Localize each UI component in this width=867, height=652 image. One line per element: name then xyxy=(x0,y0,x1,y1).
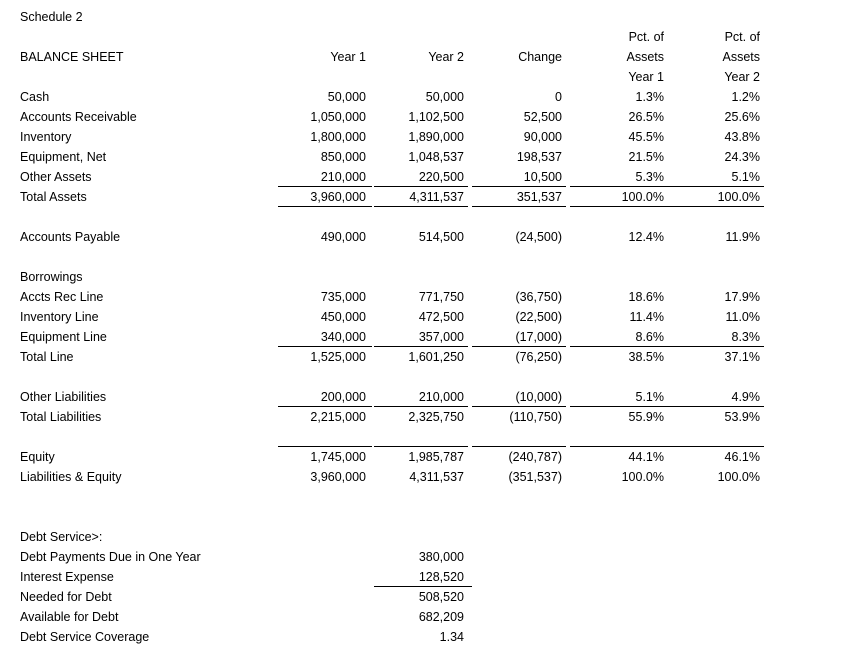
debt-service-label: Debt Service Coverage xyxy=(20,630,150,644)
debt-service-rule xyxy=(374,586,472,587)
cell-y1: 50,000 xyxy=(327,90,366,104)
cell-y2: 1,601,250 xyxy=(408,350,464,364)
row-label: Equipment Line xyxy=(20,330,107,344)
cell-p2: 4.9% xyxy=(731,390,760,404)
total-rule xyxy=(278,186,372,187)
cell-p2: 5.1% xyxy=(731,170,760,184)
cell-p1: 11.4% xyxy=(629,310,664,324)
cell-p2: 100.0% xyxy=(717,470,760,484)
row-label: Equity xyxy=(20,450,55,464)
row-label: Total Assets xyxy=(20,190,87,204)
total-rule xyxy=(472,346,566,347)
cell-p1: 100.0% xyxy=(621,470,664,484)
cell-y1: 210,000 xyxy=(320,170,366,184)
total-rule xyxy=(664,446,764,447)
cell-p2: 24.3% xyxy=(724,150,760,164)
cell-chg: 90,000 xyxy=(523,130,562,144)
cell-p1: 1.3% xyxy=(635,90,664,104)
total-rule xyxy=(374,406,468,407)
total-rule xyxy=(374,346,468,347)
cell-p1: 100.0% xyxy=(621,190,664,204)
cell-y1: 1,800,000 xyxy=(310,130,366,144)
cell-chg: (240,787) xyxy=(508,450,562,464)
cell-p1: 21.5% xyxy=(628,150,664,164)
bottom-rule xyxy=(374,206,468,207)
cell-y2: 2,325,750 xyxy=(408,410,464,424)
total-rule xyxy=(278,346,372,347)
total-rule xyxy=(472,446,566,447)
cell-p2: 17.9% xyxy=(724,290,760,304)
cell-p2: 100.0% xyxy=(717,190,760,204)
cell-chg: (17,000) xyxy=(515,330,562,344)
row-label: Accts Rec Line xyxy=(20,290,104,304)
cell-y1: 735,000 xyxy=(320,290,366,304)
cell-p1: 38.5% xyxy=(628,350,664,364)
cell-p2: 53.9% xyxy=(724,410,760,424)
total-rule xyxy=(664,186,764,187)
row-label: Other Liabilities xyxy=(20,390,107,404)
debt-service-label: Needed for Debt xyxy=(20,590,112,604)
row-label: Accounts Receivable xyxy=(20,110,137,124)
cell-y2: 1,985,787 xyxy=(408,450,464,464)
cell-y1: 1,745,000 xyxy=(310,450,366,464)
total-rule xyxy=(570,406,670,407)
header-year2: Year 2 xyxy=(428,50,464,64)
cell-p1: 8.6% xyxy=(635,330,664,344)
cell-p2: 8.3% xyxy=(731,330,760,344)
total-rule xyxy=(472,406,566,407)
cell-chg: (76,250) xyxy=(515,350,562,364)
total-rule xyxy=(570,186,670,187)
cell-y1: 450,000 xyxy=(320,310,366,324)
debt-service-title: Debt Service>: xyxy=(20,530,103,544)
header-pct1-line2: Assets xyxy=(626,50,664,64)
cell-p2: 11.9% xyxy=(725,230,760,244)
total-rule xyxy=(472,186,566,187)
row-label: Other Assets xyxy=(20,170,92,184)
debt-service-value: 1.34 xyxy=(439,630,464,644)
cell-y2: 220,500 xyxy=(418,170,464,184)
cell-chg: 0 xyxy=(555,90,562,104)
header-pct2-line2: Assets xyxy=(722,50,760,64)
cell-y2: 472,500 xyxy=(418,310,464,324)
total-rule xyxy=(374,186,468,187)
row-label: Total Line xyxy=(20,350,74,364)
row-label: Cash xyxy=(20,90,50,104)
cell-y2: 4,311,537 xyxy=(409,470,464,484)
cell-y1: 850,000 xyxy=(320,150,366,164)
cell-chg: 52,500 xyxy=(523,110,562,124)
header-year1: Year 1 xyxy=(330,50,366,64)
debt-service-value: 128,520 xyxy=(418,570,464,584)
cell-y1: 1,050,000 xyxy=(310,110,366,124)
cell-y2: 357,000 xyxy=(418,330,464,344)
cell-p2: 11.0% xyxy=(725,310,760,324)
cell-y1: 3,960,000 xyxy=(310,190,366,204)
cell-p1: 55.9% xyxy=(628,410,664,424)
total-rule xyxy=(570,346,670,347)
cell-chg: (351,537) xyxy=(508,470,562,484)
cell-p1: 5.1% xyxy=(635,390,664,404)
cell-y2: 1,048,537 xyxy=(408,150,464,164)
cell-chg: (36,750) xyxy=(515,290,562,304)
bottom-rule xyxy=(472,206,566,207)
row-label: Liabilities & Equity xyxy=(20,470,122,484)
bottom-rule xyxy=(278,206,372,207)
row-label: Inventory xyxy=(20,130,72,144)
cell-y2: 4,311,537 xyxy=(409,190,464,204)
cell-y2: 50,000 xyxy=(425,90,464,104)
cell-y2: 514,500 xyxy=(418,230,464,244)
cell-chg: (24,500) xyxy=(515,230,562,244)
row-label: Borrowings xyxy=(20,270,83,284)
cell-y2: 210,000 xyxy=(418,390,464,404)
header-change: Change xyxy=(518,50,562,64)
cell-p2: 37.1% xyxy=(724,350,760,364)
row-label: Accounts Payable xyxy=(20,230,121,244)
cell-chg: (22,500) xyxy=(515,310,562,324)
cell-y1: 3,960,000 xyxy=(310,470,366,484)
total-rule xyxy=(278,406,372,407)
cell-p2: 1.2% xyxy=(731,90,760,104)
cell-y2: 1,890,000 xyxy=(408,130,464,144)
cell-y1: 200,000 xyxy=(320,390,366,404)
row-label: Equipment, Net xyxy=(20,150,107,164)
cell-chg: 10,500 xyxy=(523,170,562,184)
debt-service-label: Debt Payments Due in One Year xyxy=(20,550,201,564)
debt-service-label: Interest Expense xyxy=(20,570,114,584)
debt-service-value: 508,520 xyxy=(418,590,464,604)
cell-y1: 1,525,000 xyxy=(310,350,366,364)
cell-p2: 43.8% xyxy=(724,130,760,144)
bottom-rule xyxy=(570,206,670,207)
debt-service-value: 380,000 xyxy=(418,550,464,564)
header-pct1-line3: Year 1 xyxy=(628,70,664,84)
cell-p2: 46.1% xyxy=(724,450,760,464)
debt-service-value: 682,209 xyxy=(418,610,464,624)
header-pct1-line1: Pct. of xyxy=(628,30,664,44)
cell-p1: 18.6% xyxy=(628,290,664,304)
cell-y2: 1,102,500 xyxy=(408,110,464,124)
bottom-rule xyxy=(664,206,764,207)
header-pct2-line3: Year 2 xyxy=(724,70,760,84)
cell-y1: 340,000 xyxy=(320,330,366,344)
cell-p1: 44.1% xyxy=(628,450,664,464)
cell-p1: 12.4% xyxy=(628,230,664,244)
cell-p2: 25.6% xyxy=(724,110,760,124)
cell-p1: 5.3% xyxy=(635,170,664,184)
cell-chg: 351,537 xyxy=(516,190,562,204)
cell-chg: (110,750) xyxy=(509,410,562,424)
total-rule xyxy=(664,346,764,347)
cell-chg: (10,000) xyxy=(515,390,562,404)
schedule-title: Schedule 2 xyxy=(20,10,83,24)
row-label: Inventory Line xyxy=(20,310,99,324)
cell-y1: 490,000 xyxy=(320,230,366,244)
total-rule xyxy=(374,446,468,447)
row-label: Total Liabilities xyxy=(20,410,102,424)
cell-y1: 2,215,000 xyxy=(310,410,366,424)
cell-chg: 198,537 xyxy=(516,150,562,164)
cell-p1: 26.5% xyxy=(628,110,664,124)
total-rule xyxy=(664,406,764,407)
cell-y2: 771,750 xyxy=(418,290,464,304)
balance-sheet-label: BALANCE SHEET xyxy=(20,50,124,64)
debt-service-label: Available for Debt xyxy=(20,610,119,624)
total-rule xyxy=(278,446,372,447)
total-rule xyxy=(570,446,670,447)
header-pct2-line1: Pct. of xyxy=(724,30,760,44)
cell-p1: 45.5% xyxy=(628,130,664,144)
